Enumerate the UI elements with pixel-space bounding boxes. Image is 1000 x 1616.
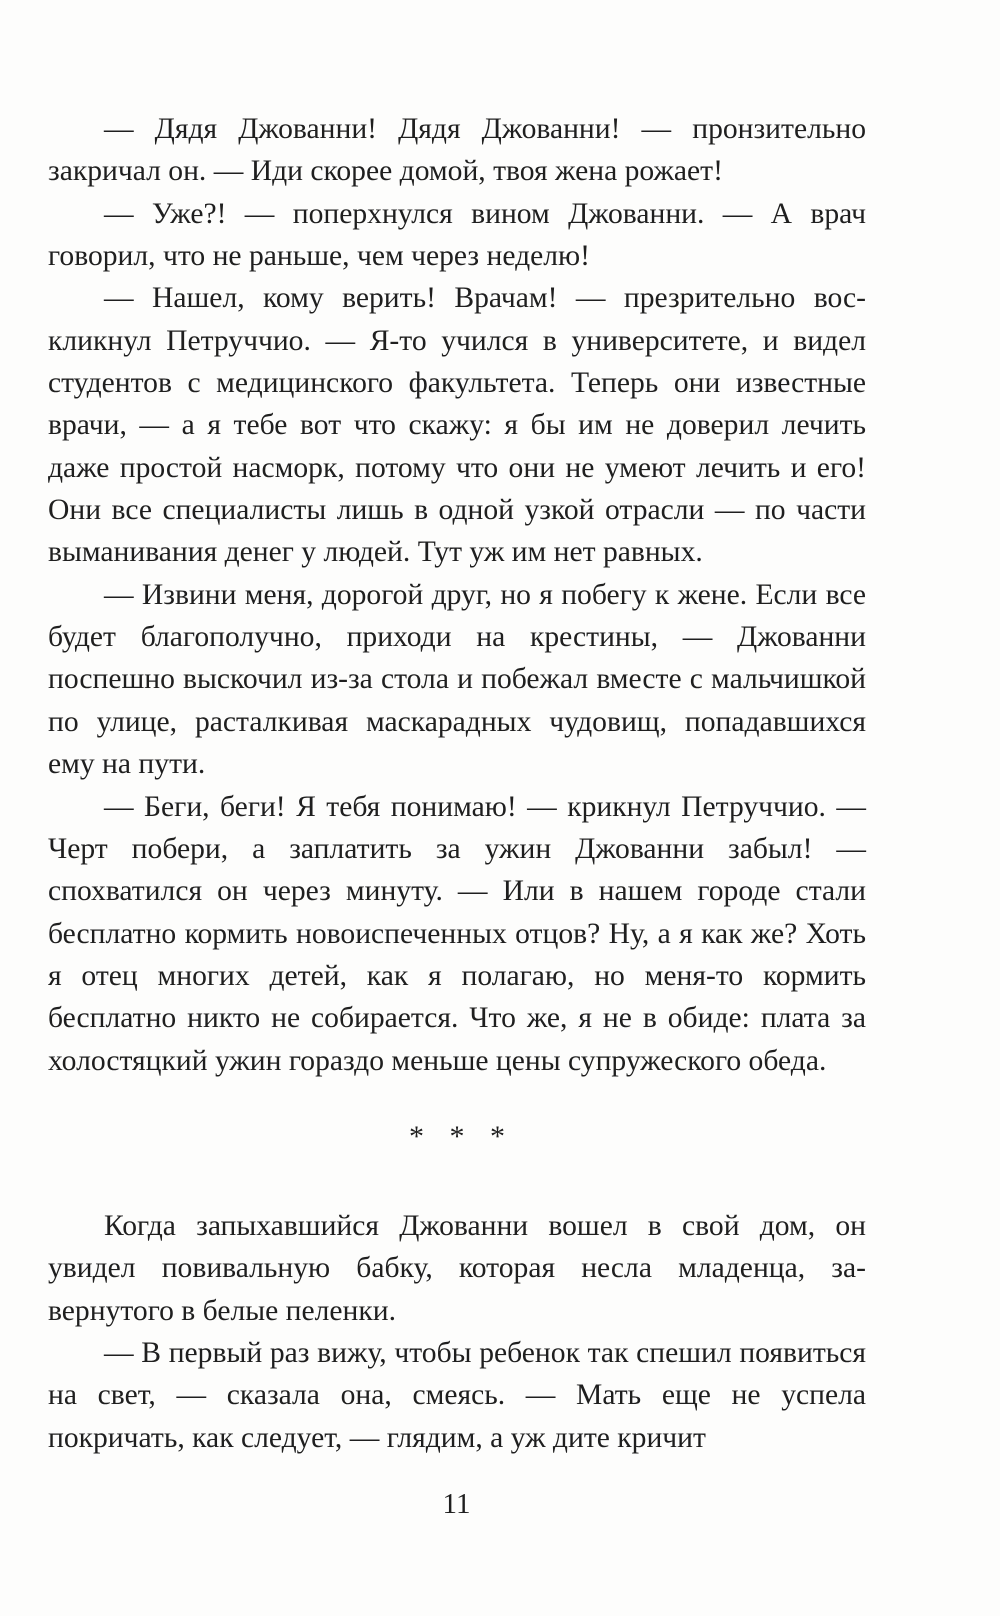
paragraph: — Беги, беги! Я тебя понимаю! — крикнул Петруччио. — Черт побери, а заплатить за ужин Джованни забыл! — спохватился он через минуту. — Или в нашем городе стали бесплатно кормить новоиспеченных отцов? Ну, а я как же? Хоть я отец многих детей, как я полагаю, но меня-то кормить бесплатно никто не собирается. Что же, я не в обиде: плата за холостяцкий ужин гораздо меньше цены супружеского обеда.	[48, 790, 866, 1077]
page-number: 11	[442, 1488, 471, 1520]
paragraph: — Извини меня, дорогой друг, но я побегу к жене. Если все будет благополучно, приходи на крестины, — Джованни поспешно выскочил из-за стола и побежал вместе с мальчишкой по улице, расталкивая маскарадных чудовищ, попадавшихся ему на пути.	[48, 578, 866, 781]
page-text	[48, 108, 866, 1459]
paragraph: — Нашел, кому верить! Врачам! — презрительно воскликнул Петруччио. — Я-то учился в университете, и видел студентов с медицинского факультета. Теперь они известные врачи, — а я тебе вот что скажу: я бы им не доверил лечить даже простой насморк, потому что они не умеют лечить и его! Они все специалисты лишь в одной узкой отрасли — по части выманивания денег у людей. Тут уж им нет равных.	[48, 282, 866, 569]
separator-asterisks: * * *	[409, 1120, 505, 1154]
paragraph: — Уже?! — поперхнулся вином Джованни. — А врач говорил, что не раньше, чем через неделю!	[48, 197, 866, 273]
paragraph: — Дядя Джованни! Дядя Джованни! — пронзительно закричал он. — Иди скорее домой, твоя жена рожает!	[48, 113, 866, 188]
paragraph: — В первый раз вижу, чтобы ребенок так спешил появиться на свет, — сказала она, смеясь. — Мать еще не успела покричать, как следует, — глядим, а уж дите кричит	[48, 1336, 866, 1454]
paragraph: Когда запыхавшийся Джованни вошел в свой дом, он увидел повивальную бабку, которая несла младенца, завернутого в белые пеленки.	[48, 1209, 866, 1327]
section-separator	[48, 1082, 866, 1205]
